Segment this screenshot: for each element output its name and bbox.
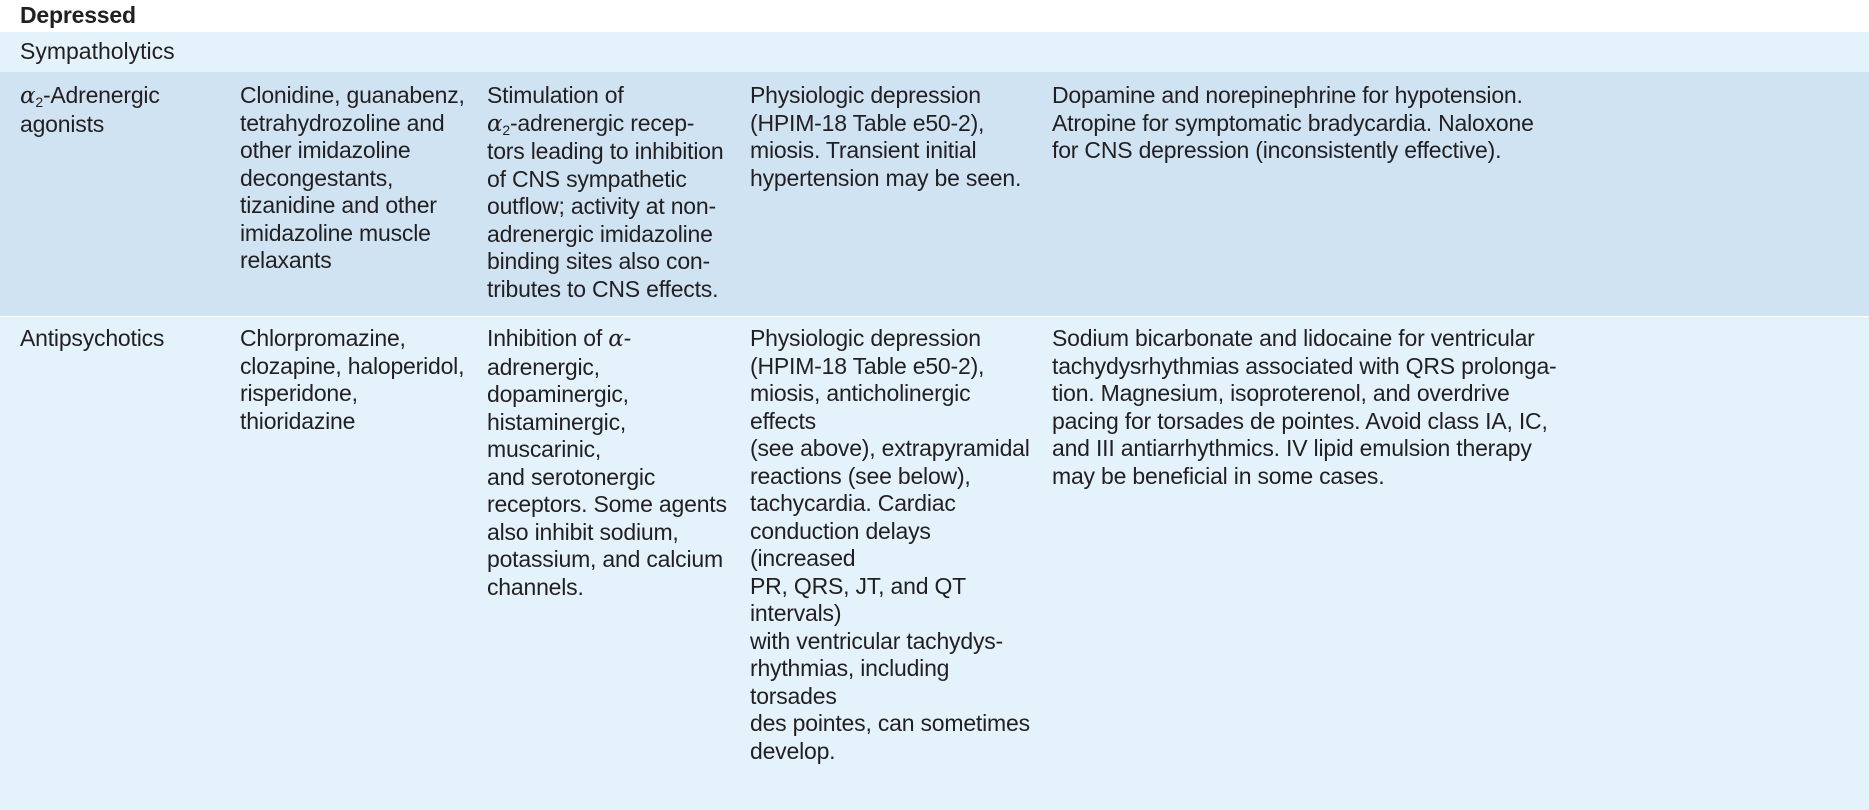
table-row bbox=[0, 72, 1869, 317]
subscript: 2 bbox=[502, 121, 510, 138]
mechanism-line: of CNS sympathetic bbox=[487, 165, 687, 192]
findings-line: (HPIM-18 Table e50-2), bbox=[750, 109, 985, 136]
alpha-symbol: α bbox=[608, 326, 624, 352]
findings-line: (HPIM-18 Table e50-2), bbox=[750, 352, 985, 379]
mechanism-text: -adrenergic recep- bbox=[509, 109, 695, 136]
mechanism-line: channels. bbox=[487, 573, 584, 600]
mechanism-line: adrenergic imidazoline bbox=[487, 220, 713, 247]
class-text: -Adrenergic bbox=[42, 82, 160, 108]
findings-line: (see above), extrapyramidal bbox=[750, 435, 1030, 461]
mechanism-line: receptors. Some agents bbox=[487, 491, 727, 517]
subsection-title: Sympatholytics bbox=[20, 38, 175, 64]
examples-cell bbox=[240, 82, 470, 275]
class-text: Antipsychotics bbox=[20, 325, 165, 351]
mechanism-line: outflow; activity at non- bbox=[487, 193, 716, 219]
examples-line: risperidone, bbox=[240, 380, 358, 406]
agent-class-cell bbox=[20, 82, 220, 138]
treatment-line: Atropine for symptomatic bradycardia. Naloxone bbox=[1052, 109, 1534, 136]
findings-line: Physiologic depression bbox=[750, 325, 981, 351]
alpha-symbol: α bbox=[487, 110, 503, 137]
findings-line: Physiologic depression bbox=[750, 82, 981, 108]
findings-cell bbox=[750, 325, 1030, 765]
findings-line: miosis, anticholinergic effects bbox=[750, 380, 971, 434]
findings-line: tachycardia. Cardiac bbox=[750, 490, 956, 516]
alpha-symbol: α bbox=[20, 83, 36, 109]
findings-line: hypertension may be seen. bbox=[750, 164, 1022, 191]
examples-line: Chlorpromazine, bbox=[240, 325, 406, 351]
findings-line: miosis. Transient initial bbox=[750, 137, 977, 163]
mechanism-cell bbox=[487, 82, 727, 303]
treatment-line: tion. Magnesium, isoproterenol, and overdrive bbox=[1052, 380, 1510, 406]
class-text: agonists bbox=[20, 110, 105, 137]
treatment-line: for CNS depression (inconsistently effective). bbox=[1052, 137, 1502, 163]
examples-line: thioridazine bbox=[240, 407, 356, 434]
treatment-line: Sodium bicarbonate and lidocaine for ventricular bbox=[1052, 325, 1535, 351]
subsection-header bbox=[0, 32, 1869, 72]
table-row bbox=[0, 317, 1869, 810]
examples-line: tetrahydrozoline and bbox=[240, 109, 445, 136]
agent-class-cell bbox=[20, 325, 220, 353]
mechanism-line: histaminergic, muscarinic, bbox=[487, 408, 627, 462]
findings-line: with ventricular tachydys- bbox=[750, 627, 1003, 654]
examples-line: relaxants bbox=[240, 247, 332, 273]
mechanism-text: -adrenergic, bbox=[487, 325, 632, 380]
findings-line: develop. bbox=[750, 737, 836, 764]
section-title: Depressed bbox=[20, 2, 136, 28]
section-header bbox=[0, 0, 1869, 32]
mechanism-line: and serotonergic bbox=[487, 463, 656, 490]
mechanism-line: Stimulation of bbox=[487, 82, 624, 108]
findings-line: PR, QRS, JT, and QT intervals) bbox=[750, 572, 966, 626]
examples-line: clozapine, haloperidol, bbox=[240, 352, 465, 379]
findings-line: rhythmias, including torsades bbox=[750, 655, 950, 709]
mechanism-line: tributes to CNS effects. bbox=[487, 275, 719, 302]
mechanism-line: dopaminergic, bbox=[487, 381, 629, 407]
findings-cell bbox=[750, 82, 1030, 192]
mechanism-line: tors leading to inhibition bbox=[487, 138, 724, 164]
findings-line: des pointes, can sometimes bbox=[750, 710, 1030, 736]
findings-line: reactions (see below), bbox=[750, 462, 971, 489]
examples-line: other imidazoline bbox=[240, 137, 411, 163]
mechanism-text: Inhibition of bbox=[487, 325, 603, 351]
treatment-cell bbox=[1052, 325, 1862, 490]
treatment-line: pacing for torsades de pointes. Avoid class IA, IC, bbox=[1052, 407, 1548, 434]
mechanism-line: binding sites also con- bbox=[487, 248, 710, 274]
mechanism-line: potassium, and calcium bbox=[487, 546, 723, 572]
findings-line: conduction delays (increased bbox=[750, 517, 931, 571]
treatment-line: may be beneficial in some cases. bbox=[1052, 462, 1385, 489]
treatment-cell bbox=[1052, 82, 1862, 165]
mechanism-line: also inhibit sodium, bbox=[487, 518, 679, 545]
treatment-line: Dopamine and norepinephrine for hypotension. bbox=[1052, 82, 1523, 108]
examples-line: decongestants, bbox=[240, 164, 394, 191]
examples-line: imidazoline muscle bbox=[240, 219, 431, 246]
subscript: 2 bbox=[35, 94, 43, 110]
treatment-line: tachydysrhythmias associated with QRS prolonga- bbox=[1052, 352, 1557, 379]
treatment-line: and III antiarrhythmics. IV lipid emulsion therapy bbox=[1052, 435, 1532, 461]
examples-cell bbox=[240, 325, 470, 435]
examples-line: Clonidine, guanabenz, bbox=[240, 82, 465, 108]
mechanism-cell bbox=[487, 325, 727, 601]
examples-line: tizanidine and other bbox=[240, 192, 437, 218]
